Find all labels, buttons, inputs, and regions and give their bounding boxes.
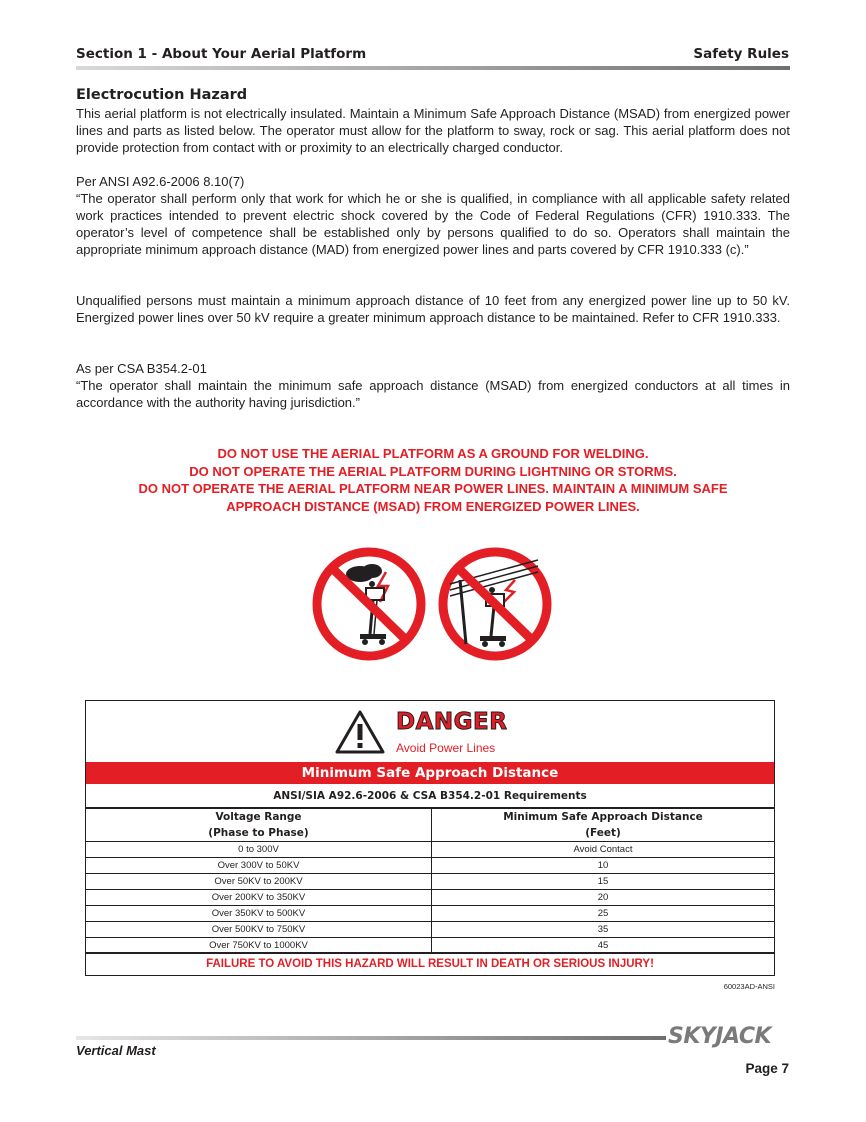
warning-line: DO NOT USE THE AERIAL PLATFORM AS A GROUND FOR WELDING.: [217, 446, 649, 461]
voltage-table: [86, 808, 774, 954]
failure-warning: FAILURE TO AVOID THIS HAZARD WILL RESULT IN DEATH OR SERIOUS INJURY!: [86, 952, 774, 975]
header-topic: Safety Rules: [693, 46, 789, 62]
distance-cell: Avoid Contact: [432, 842, 775, 858]
table-row: [86, 842, 774, 858]
col-voltage-header: [86, 809, 432, 842]
footer-model: Vertical Mast: [76, 1043, 156, 1058]
csa-reference: As per CSA B354.2-01: [76, 361, 207, 376]
table-row: [86, 906, 774, 922]
voltage-cell: 0 to 300V: [86, 842, 432, 858]
table-row: [86, 922, 774, 938]
document-code: 60023AD-ANSI: [723, 982, 775, 991]
header-divider: [76, 66, 790, 70]
paragraph-csa-quote: “The operator shall maintain the minimum safe approach distance (MSAD) from energized conductors at all times in accordance with the authority having jurisdiction.”: [76, 378, 790, 410]
paragraph-ansi-quote: “The operator shall perform only that work for which he or she is qualified, in compliance with all applicable safety related work practices intended to prevent electric shock covered by the Code of Federal Regulations (CFR) 1910.333. The operator’s level of competence shall be established only by persons qualified to do so. Operators shall maintain the appropriate minimum approach distance (MAD) from energized power lines and parts covered by CFR 1910.333 (c).”: [76, 191, 790, 257]
no-power-lines-icon: [443, 552, 547, 656]
no-lightning-icon: [317, 552, 421, 656]
distance-cell: 15: [432, 874, 775, 890]
warning-line: APPROACH DISTANCE (MSAD) FROM ENERGIZED POWER LINES.: [226, 498, 640, 514]
col-voltage-header-line1: Voltage Range: [215, 811, 302, 823]
distance-cell: 10: [432, 858, 775, 874]
voltage-cell: Over 500KV to 750KV: [86, 922, 432, 938]
prohibition-icons: [310, 544, 560, 664]
distance-cell: 35: [432, 922, 775, 938]
table-row: [86, 874, 774, 890]
voltage-cell: Over 50KV to 200KV: [86, 874, 432, 890]
table-row: [86, 890, 774, 906]
header-section: Section 1 - About Your Aerial Platform: [76, 46, 367, 62]
warning-line: DO NOT OPERATE THE AERIAL PLATFORM NEAR POWER LINES. MAINTAIN A MINIMUM SAFE: [138, 481, 728, 496]
warning-triangle-icon: [334, 709, 386, 755]
footer-divider: [76, 1036, 666, 1040]
warning-line: DO NOT OPERATE THE AERIAL PLATFORM DURING LIGHTNING OR STORMS.: [189, 463, 677, 479]
table-row: [86, 858, 774, 874]
warning-block: [76, 445, 790, 515]
section-title: Electrocution Hazard: [76, 87, 248, 103]
page-number: Page 7: [745, 1061, 789, 1076]
paragraph-intro: This aerial platform is not electrically insulated. Maintain a Minimum Safe Approach Distance (MSAD) from energized power lines and parts as listed below. The operator must allow for the platform to sway, rock or sag. This aerial platform does not provide protection from contact with or proximity to an electrically charged conductor.: [76, 106, 790, 155]
distance-cell: 20: [432, 890, 775, 906]
paragraph-unqualified: Unqualified persons must maintain a minimum approach distance of 10 feet from any energized power line up to 50 kV. Energized power lines over 50 kV require a greater minimum approach distance to be maintained. Refer to CFR 1910.333.: [76, 293, 790, 325]
danger-header: [86, 701, 774, 761]
ansi-reference: Per ANSI A92.6-2006 8.10(7): [76, 174, 245, 189]
col-distance-header: [432, 809, 775, 842]
voltage-cell: Over 750KV to 1000KV: [86, 938, 432, 954]
distance-cell: 45: [432, 938, 775, 954]
col-distance-header-line1: Minimum Safe Approach Distance: [503, 811, 703, 823]
voltage-cell: Over 350KV to 500KV: [86, 906, 432, 922]
voltage-cell: Over 200KV to 350KV: [86, 890, 432, 906]
col-distance-header-line2: (Feet): [585, 827, 621, 839]
table-header-row: [86, 809, 774, 842]
brand-logo: SKYJACK: [668, 1024, 772, 1049]
danger-table-box: [85, 700, 775, 976]
col-voltage-header-line2: (Phase to Phase): [208, 827, 309, 839]
requirements-caption: ANSI/SIA A92.6-2006 & CSA B354.2-01 Requirements: [86, 785, 774, 808]
danger-subtitle: Avoid Power Lines: [396, 741, 496, 755]
danger-signal-word: DANGER: [396, 709, 508, 735]
msad-title-bar: Minimum Safe Approach Distance: [86, 762, 774, 784]
distance-cell: 25: [432, 906, 775, 922]
voltage-cell: Over 300V to 50KV: [86, 858, 432, 874]
